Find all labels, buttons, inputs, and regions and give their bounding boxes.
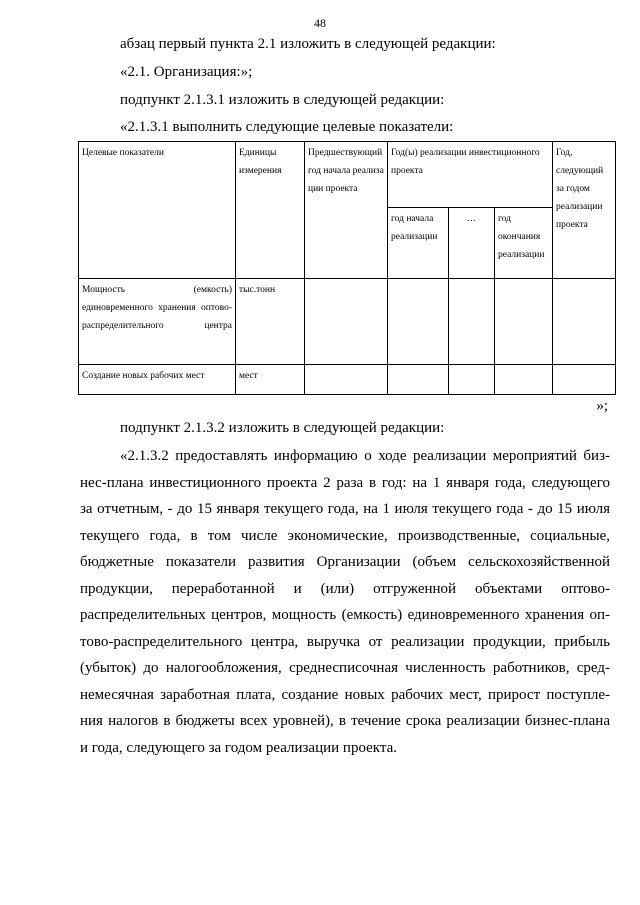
header-implementation-years: Год(ы) реализации инвестиционного проекта bbox=[388, 142, 553, 208]
empty-cell bbox=[305, 365, 388, 395]
empty-cell bbox=[449, 279, 495, 365]
page-number: 48 bbox=[314, 16, 326, 30]
intro-line-3: подпункт 2.1.3.1 изложить в следующей редакции: bbox=[120, 92, 445, 108]
empty-cell bbox=[388, 279, 449, 365]
intro-line-1: абзац первый пункта 2.1 изложить в следующей редакции: bbox=[120, 36, 496, 52]
subpoint-line: подпункт 2.1.3.2 изложить в следующей редакции: bbox=[120, 420, 445, 436]
paragraph-line: (убыток) до налогообложения, среднесписочная численность работников, сред- bbox=[80, 660, 610, 676]
header-previous-year: Предшествующий год начала реализации проекта bbox=[305, 142, 388, 279]
paragraph-line: за отчетным, - до 15 января текущего года, на 1 июля текущего года - до 15 июля bbox=[80, 501, 610, 517]
paragraph-line: тово-распределительного центра, выручка от реализации продукции, прибыль bbox=[80, 633, 610, 650]
header-ellipsis: … bbox=[449, 208, 495, 279]
empty-cell bbox=[495, 279, 553, 365]
paragraph-line: распределительных центров, мощность (емкость) единовременного хранения оп- bbox=[80, 607, 610, 623]
header-following-year: Год, следующий за годом реализации проекта bbox=[553, 142, 616, 279]
row-capacity-indicator: Мощность (емкость) единовременного хранения оптово-распределительного центра bbox=[79, 279, 236, 365]
paragraph-line: «2.1.3.2 предоставлять информацию о ходе реализации мероприятий биз- bbox=[120, 448, 610, 464]
row-capacity-unit: тыс.тонн bbox=[236, 279, 305, 365]
empty-cell bbox=[449, 365, 495, 395]
header-units: Единицы измерения bbox=[236, 142, 305, 279]
paragraph-line: нес-плана инвестиционного проекта 2 раза в год: на 1 января года, следующего bbox=[80, 474, 610, 491]
paragraph-line: немесячная заработная плата, создание новых рабочих мест, прирост поступле- bbox=[80, 686, 610, 703]
body-paragraph bbox=[80, 443, 610, 761]
header-end-year: год окончания реализации bbox=[495, 208, 553, 279]
intro-line-4: «2.1.3.1 выполнить следующие целевые показатели: bbox=[120, 119, 454, 135]
row-jobs-unit: мест bbox=[236, 365, 305, 395]
empty-cell bbox=[388, 365, 449, 395]
empty-cell bbox=[305, 279, 388, 365]
target-indicators-table bbox=[78, 141, 616, 395]
paragraph-line: и года, следующего за годом реализации проекта. bbox=[80, 739, 398, 756]
paragraph-line: продукции, переработанной и (или) отгруженной объектами оптово- bbox=[80, 580, 610, 597]
row-jobs-indicator: Создание новых рабочих мест bbox=[79, 365, 236, 395]
closing-mark: »; bbox=[596, 398, 608, 414]
empty-cell bbox=[553, 279, 616, 365]
paragraph-line: бюджетные показатели развития Организации (объем сельскохозяйственной bbox=[80, 554, 610, 570]
paragraph-line: текущего года, в том числе экономические, производственные, социальные, bbox=[80, 527, 610, 544]
header-start-year: год начала реализации bbox=[388, 208, 449, 279]
header-indicators: Целевые показатели bbox=[79, 142, 236, 279]
intro-line-2: «2.1. Организация:»; bbox=[120, 64, 253, 80]
paragraph-line: ния налогов в бюджеты всех уровней), в течение срока реализации бизнес-плана bbox=[80, 713, 610, 729]
empty-cell bbox=[495, 365, 553, 395]
empty-cell bbox=[553, 365, 616, 395]
